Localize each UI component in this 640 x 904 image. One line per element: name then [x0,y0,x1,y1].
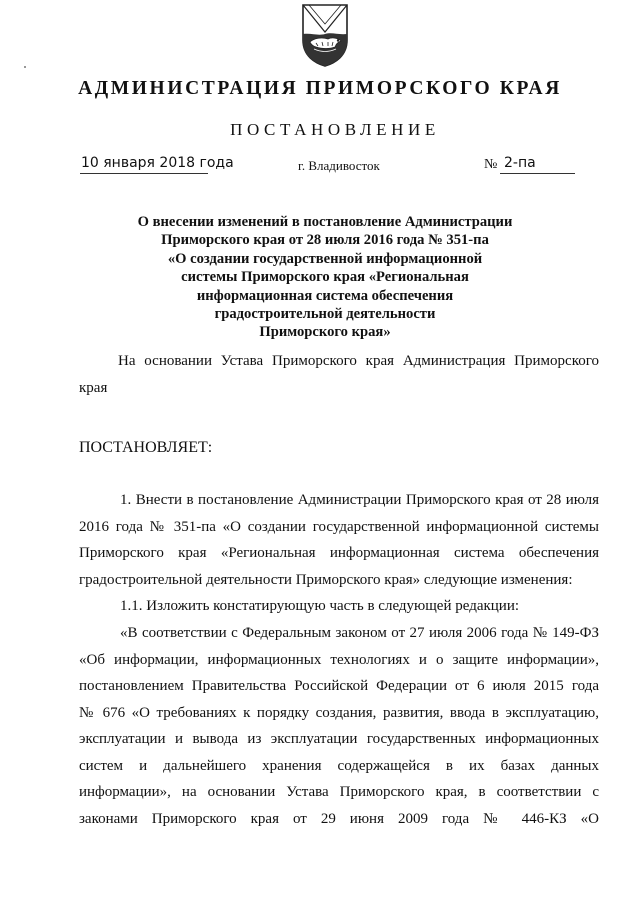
organization-title: АДМИНИСТРАЦИЯ ПРИМОРСКОГО КРАЯ [78,78,562,99]
quote-line: систем и дальнейшего хранения содержащейся в их базах данных [79,757,599,774]
quote-paragraph [79,620,599,832]
basis-line: На основании Устава Приморского края Администрация Приморского [118,353,599,369]
item-1-line: Приморского края «Региональная информационная система обеспечения [79,545,599,561]
title-line: информационная система обеспечения [196,287,454,304]
title-line: системы Приморского края «Региональная [181,269,469,286]
quote-line: № 676 «О требованиях к порядку создания, развития, ввода в эксплуатацию, [79,704,599,721]
title-line: Приморского края от 28 июля 2016 года № 351-па [161,232,489,249]
quote-line: законами Приморского края от 29 июня 2009 года № 446-КЗ «О [79,810,599,827]
item-1-line: 2016 года № 351-па «О создании государственной информационной системы [79,518,599,535]
basis-line: края [79,379,108,396]
primorsky-crest-emblem [300,2,350,68]
quote-line: «Об информации, информационных технологиях и о защите информации», [79,651,599,668]
document-title [110,213,540,342]
item-1-line: 1. Внести в постановление Администрации Приморского края от 28 июля [120,492,599,508]
document-date: 10 января 2018 года [81,155,234,171]
title-line: О внесении изменений в постановление Администрации [137,214,513,230]
title-line: «О создании государственной информационной [167,250,483,267]
title-line: Приморского края» [259,324,391,341]
document-number: 2-па [504,155,536,171]
item-1-line: градостроительной деятельности Приморского края» следующие изменения: [79,571,573,588]
number-underline [500,173,575,174]
quote-line: информации», на основании Устава Приморского края, в соответствии с [79,784,599,800]
scan-speck [24,66,26,68]
document-city: г. Владивосток [298,158,380,173]
quote-line: «В соответствии с Федеральным законом от 27 июля 2006 года № 149-ФЗ [120,625,599,641]
title-line: градостроительной деятельности [214,306,436,323]
decree-word: ПОСТАНОВЛЯЕТ: [79,439,213,456]
item-1-paragraph [79,487,599,620]
item-1-1-line: 1.1. Изложить констатирующую часть в следующей редакции: [120,598,520,614]
quote-line: постановлением Правительства Российской Федерации от 6 июля 2015 года [79,678,599,694]
number-label: № [484,157,498,172]
date-underline [80,173,208,174]
basis-paragraph [79,348,599,401]
document-type: ПОСТАНОВЛЕНИЕ [230,120,440,139]
quote-line: эксплуатации и вывода из эксплуатации государственных информационных [79,731,599,747]
